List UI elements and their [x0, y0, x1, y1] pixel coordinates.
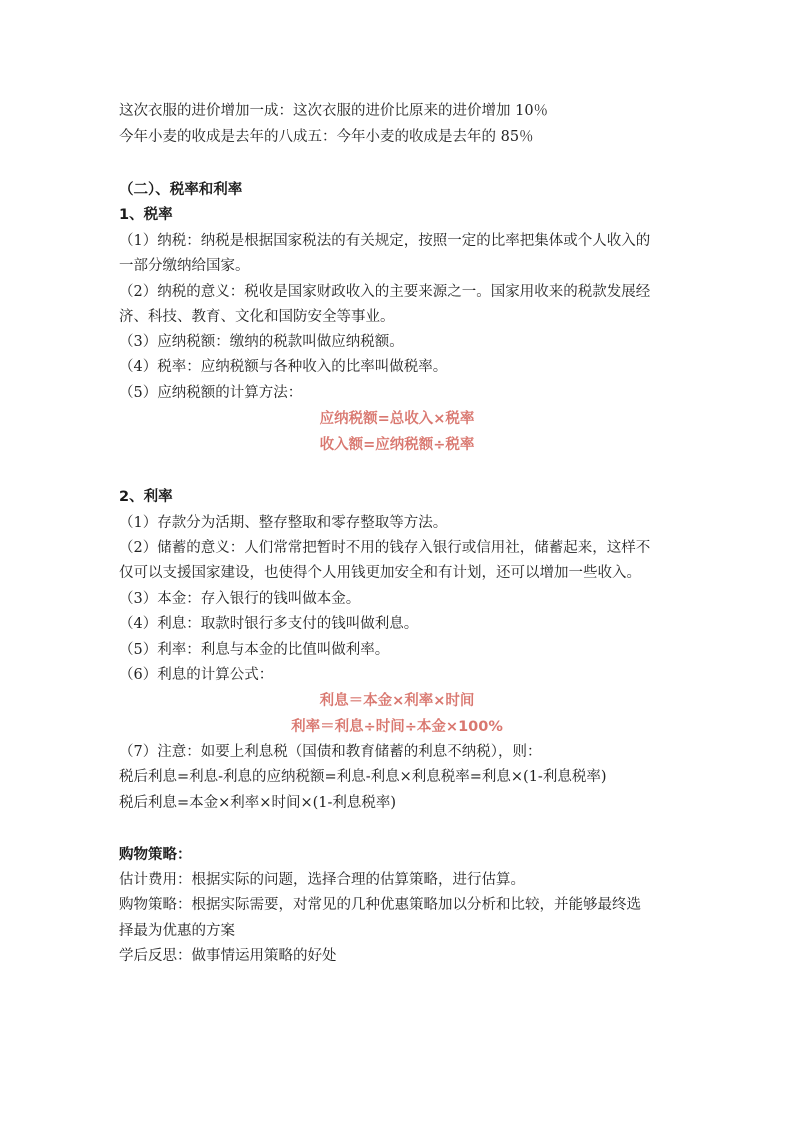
text-line: 择最为优惠的方案	[119, 923, 235, 939]
text-line: 学后反思：做事情运用策略的好处	[119, 948, 337, 964]
text-line: 购物策略：根据实际需要，对常见的几种优惠策略加以分析和比较，并能够最终选	[119, 897, 641, 913]
text-line: 估计费用：根据实际的问题，选择合理的估算策略，进行估算。	[119, 872, 525, 888]
text-line: 税后利息=利息-利息的应纳税额=利息-利息×利息税率=利息×(1-利息税率)	[119, 769, 607, 785]
text-line: （4）税率：应纳税额与各种收入的比率叫做税率。	[119, 359, 448, 375]
text-line: （3）本金：存入银行的钱叫做本金。	[119, 591, 361, 607]
text-line: （7）注意：如要上利息税（国债和教育储蓄的利息不纳税），则：	[119, 744, 542, 760]
text-line: （2）储蓄的意义：人们常常把暂时不用的钱存入银行或信用社，储蓄起来，这样不	[119, 540, 651, 556]
text-line: （5）利率：利息与本金的比值叫做利率。	[119, 642, 390, 658]
tax-formula: 应纳税额=总收入×税率	[319, 411, 475, 427]
text-line: 济、科技、教育、文化和国防安全等事业。	[119, 309, 395, 325]
income-formula: 收入额=应纳税额÷税率	[319, 437, 475, 453]
tax-heading: 1、税率	[119, 207, 173, 223]
section-title: （二）、税率和利率	[119, 182, 243, 198]
text-line: 一部分缴纳给国家。	[119, 258, 250, 274]
rate-formula: 利率＝利息÷时间÷本金×100%	[291, 719, 503, 735]
text-line: （1）存款分为活期、整存整取和零存整取等方法。	[119, 515, 448, 531]
text-line: （1）纳税：纳税是根据国家税法的有关规定，按照一定的比率把集体或个人收入的	[119, 233, 651, 249]
text-line: （5）应纳税额的计算方法：	[119, 385, 303, 401]
interest-formula: 利息＝本金×利率×时间	[319, 693, 475, 709]
shopping-heading: 购物策略：	[119, 847, 192, 863]
text-line: 这次衣服的进价增加一成：这次衣服的进价比原来的进价增加 10％	[119, 103, 549, 119]
text-line: 今年小麦的收成是去年的八成五：今年小麦的收成是去年的 85％	[119, 129, 534, 145]
text-line: （3）应纳税额：缴纳的税款叫做应纳税额。	[119, 334, 404, 350]
text-line: （6）利息的计算公式：	[119, 667, 274, 683]
interest-heading: 2、利率	[119, 489, 173, 505]
text-line: （2）纳税的意义：税收是国家财政收入的主要来源之一。国家用收来的税款发展经	[119, 284, 651, 300]
text-line: 税后利息=本金×利率×时间×(1-利息税率)	[119, 795, 397, 811]
text-line: 仅可以支援国家建设，也使得个人用钱更加安全和有计划，还可以增加一些收入。	[119, 565, 641, 581]
text-line: （4）利息：取款时银行多支付的钱叫做利息。	[119, 616, 419, 632]
